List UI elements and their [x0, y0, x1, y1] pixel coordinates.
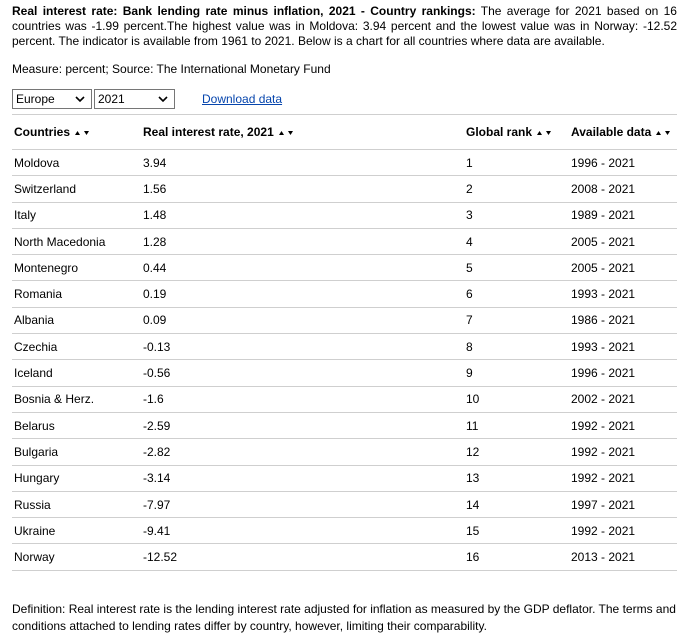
table-row	[12, 307, 677, 333]
sort-icon[interactable]	[279, 130, 293, 136]
table-row	[12, 465, 677, 491]
intro-paragraph	[12, 4, 677, 49]
cell-rate: 0.44	[141, 255, 464, 281]
cell-rank: 15	[464, 518, 569, 544]
cell-country: Bulgaria	[12, 439, 141, 465]
table-header-row	[12, 115, 677, 150]
cell-rate: -7.97	[141, 491, 464, 517]
cell-rate: 1.28	[141, 228, 464, 254]
cell-country: Switzerland	[12, 176, 141, 202]
cell-available: 2002 - 2021	[569, 386, 677, 412]
cell-available: 1992 - 2021	[569, 412, 677, 438]
intro-title: Real interest rate: Bank lending rate minus inflation, 2021 - Country rankings:	[12, 4, 476, 18]
cell-available: 2005 - 2021	[569, 228, 677, 254]
cell-rate: -1.6	[141, 386, 464, 412]
cell-country: Norway	[12, 544, 141, 570]
cell-rank: 9	[464, 360, 569, 386]
cell-country: Russia	[12, 491, 141, 517]
region-select[interactable]	[12, 89, 92, 109]
cell-country: Montenegro	[12, 255, 141, 281]
cell-rate: 0.19	[141, 281, 464, 307]
year-select[interactable]	[94, 89, 175, 109]
cell-rate: 1.56	[141, 176, 464, 202]
header-label: Countries	[14, 125, 71, 139]
cell-rank: 11	[464, 412, 569, 438]
table-row	[12, 176, 677, 202]
cell-rank: 7	[464, 307, 569, 333]
table-row	[12, 150, 677, 176]
cell-rank: 5	[464, 255, 569, 281]
cell-available: 1996 - 2021	[569, 150, 677, 176]
header-label: Real interest rate, 2021	[143, 125, 274, 139]
cell-rank: 6	[464, 281, 569, 307]
table-row	[12, 439, 677, 465]
cell-country: Moldova	[12, 150, 141, 176]
cell-available: 2005 - 2021	[569, 255, 677, 281]
cell-available: 2013 - 2021	[569, 544, 677, 570]
cell-available: 1996 - 2021	[569, 360, 677, 386]
rankings-table	[12, 114, 677, 571]
table-row	[12, 518, 677, 544]
cell-available: 2008 - 2021	[569, 176, 677, 202]
cell-rate: -2.59	[141, 412, 464, 438]
cell-country: Bosnia & Herz.	[12, 386, 141, 412]
sort-icon[interactable]	[75, 130, 89, 136]
header-global-rank[interactable]	[464, 115, 569, 150]
cell-rank: 12	[464, 439, 569, 465]
controls-bar	[12, 89, 677, 109]
header-available-data[interactable]	[569, 115, 677, 150]
cell-country: Albania	[12, 307, 141, 333]
table-row	[12, 334, 677, 360]
table-row	[12, 491, 677, 517]
year-select-value: 2021	[98, 92, 125, 106]
cell-rate: -2.82	[141, 439, 464, 465]
header-label: Available data	[571, 125, 652, 139]
cell-rank: 13	[464, 465, 569, 491]
cell-rank: 2	[464, 176, 569, 202]
sort-icon[interactable]	[537, 130, 551, 136]
cell-rank: 4	[464, 228, 569, 254]
table-row	[12, 255, 677, 281]
table-row	[12, 544, 677, 570]
cell-country: Ukraine	[12, 518, 141, 544]
chevron-down-icon	[74, 93, 86, 105]
cell-rate: -3.14	[141, 465, 464, 491]
header-real-interest-rate[interactable]	[141, 115, 464, 150]
cell-rate: -12.52	[141, 544, 464, 570]
cell-country: North Macedonia	[12, 228, 141, 254]
cell-available: 1986 - 2021	[569, 307, 677, 333]
cell-rank: 14	[464, 491, 569, 517]
download-data-link[interactable]: Download data	[202, 92, 283, 106]
cell-country: Italy	[12, 202, 141, 228]
header-countries[interactable]	[12, 115, 141, 150]
cell-rank: 10	[464, 386, 569, 412]
cell-rank: 8	[464, 334, 569, 360]
cell-country: Iceland	[12, 360, 141, 386]
cell-rate: -0.13	[141, 334, 464, 360]
cell-rate: -9.41	[141, 518, 464, 544]
table-row	[12, 228, 677, 254]
cell-available: 1992 - 2021	[569, 518, 677, 544]
table-row	[12, 412, 677, 438]
cell-available: 1997 - 2021	[569, 491, 677, 517]
table-row	[12, 386, 677, 412]
cell-available: 1992 - 2021	[569, 439, 677, 465]
cell-country: Romania	[12, 281, 141, 307]
header-label: Global rank	[466, 125, 533, 139]
table-row	[12, 281, 677, 307]
cell-available: 1993 - 2021	[569, 281, 677, 307]
cell-country: Belarus	[12, 412, 141, 438]
region-select-value: Europe	[16, 92, 55, 106]
cell-rate: 1.48	[141, 202, 464, 228]
table-row	[12, 202, 677, 228]
cell-country: Hungary	[12, 465, 141, 491]
cell-rank: 1	[464, 150, 569, 176]
sort-icon[interactable]	[656, 130, 670, 136]
cell-rate: -0.56	[141, 360, 464, 386]
cell-available: 1993 - 2021	[569, 334, 677, 360]
chevron-down-icon	[157, 93, 169, 105]
cell-rate: 3.94	[141, 150, 464, 176]
cell-country: Czechia	[12, 334, 141, 360]
measure-source: Measure: percent; Source: The International Monetary Fund	[12, 62, 331, 76]
definition-text: Definition: Real interest rate is the lending interest rate adjusted for inflation as measured by the GDP deflator. The terms and conditions attached to lending rates differ by country, however, limiting their comparability.	[12, 601, 676, 633]
cell-rank: 3	[464, 202, 569, 228]
cell-available: 1989 - 2021	[569, 202, 677, 228]
table-row	[12, 360, 677, 386]
intro-body: The average for 2021 based on 16 countries was -1.99 percent.The highest value was in Moldova: 3.94 percent and the lowest value was in Norway: -12.52 percent. The indicator is available from 1961 to 2021. Below is a chart for all countries where data are available.	[12, 4, 677, 48]
cell-available: 1992 - 2021	[569, 465, 677, 491]
cell-rank: 16	[464, 544, 569, 570]
cell-rate: 0.09	[141, 307, 464, 333]
